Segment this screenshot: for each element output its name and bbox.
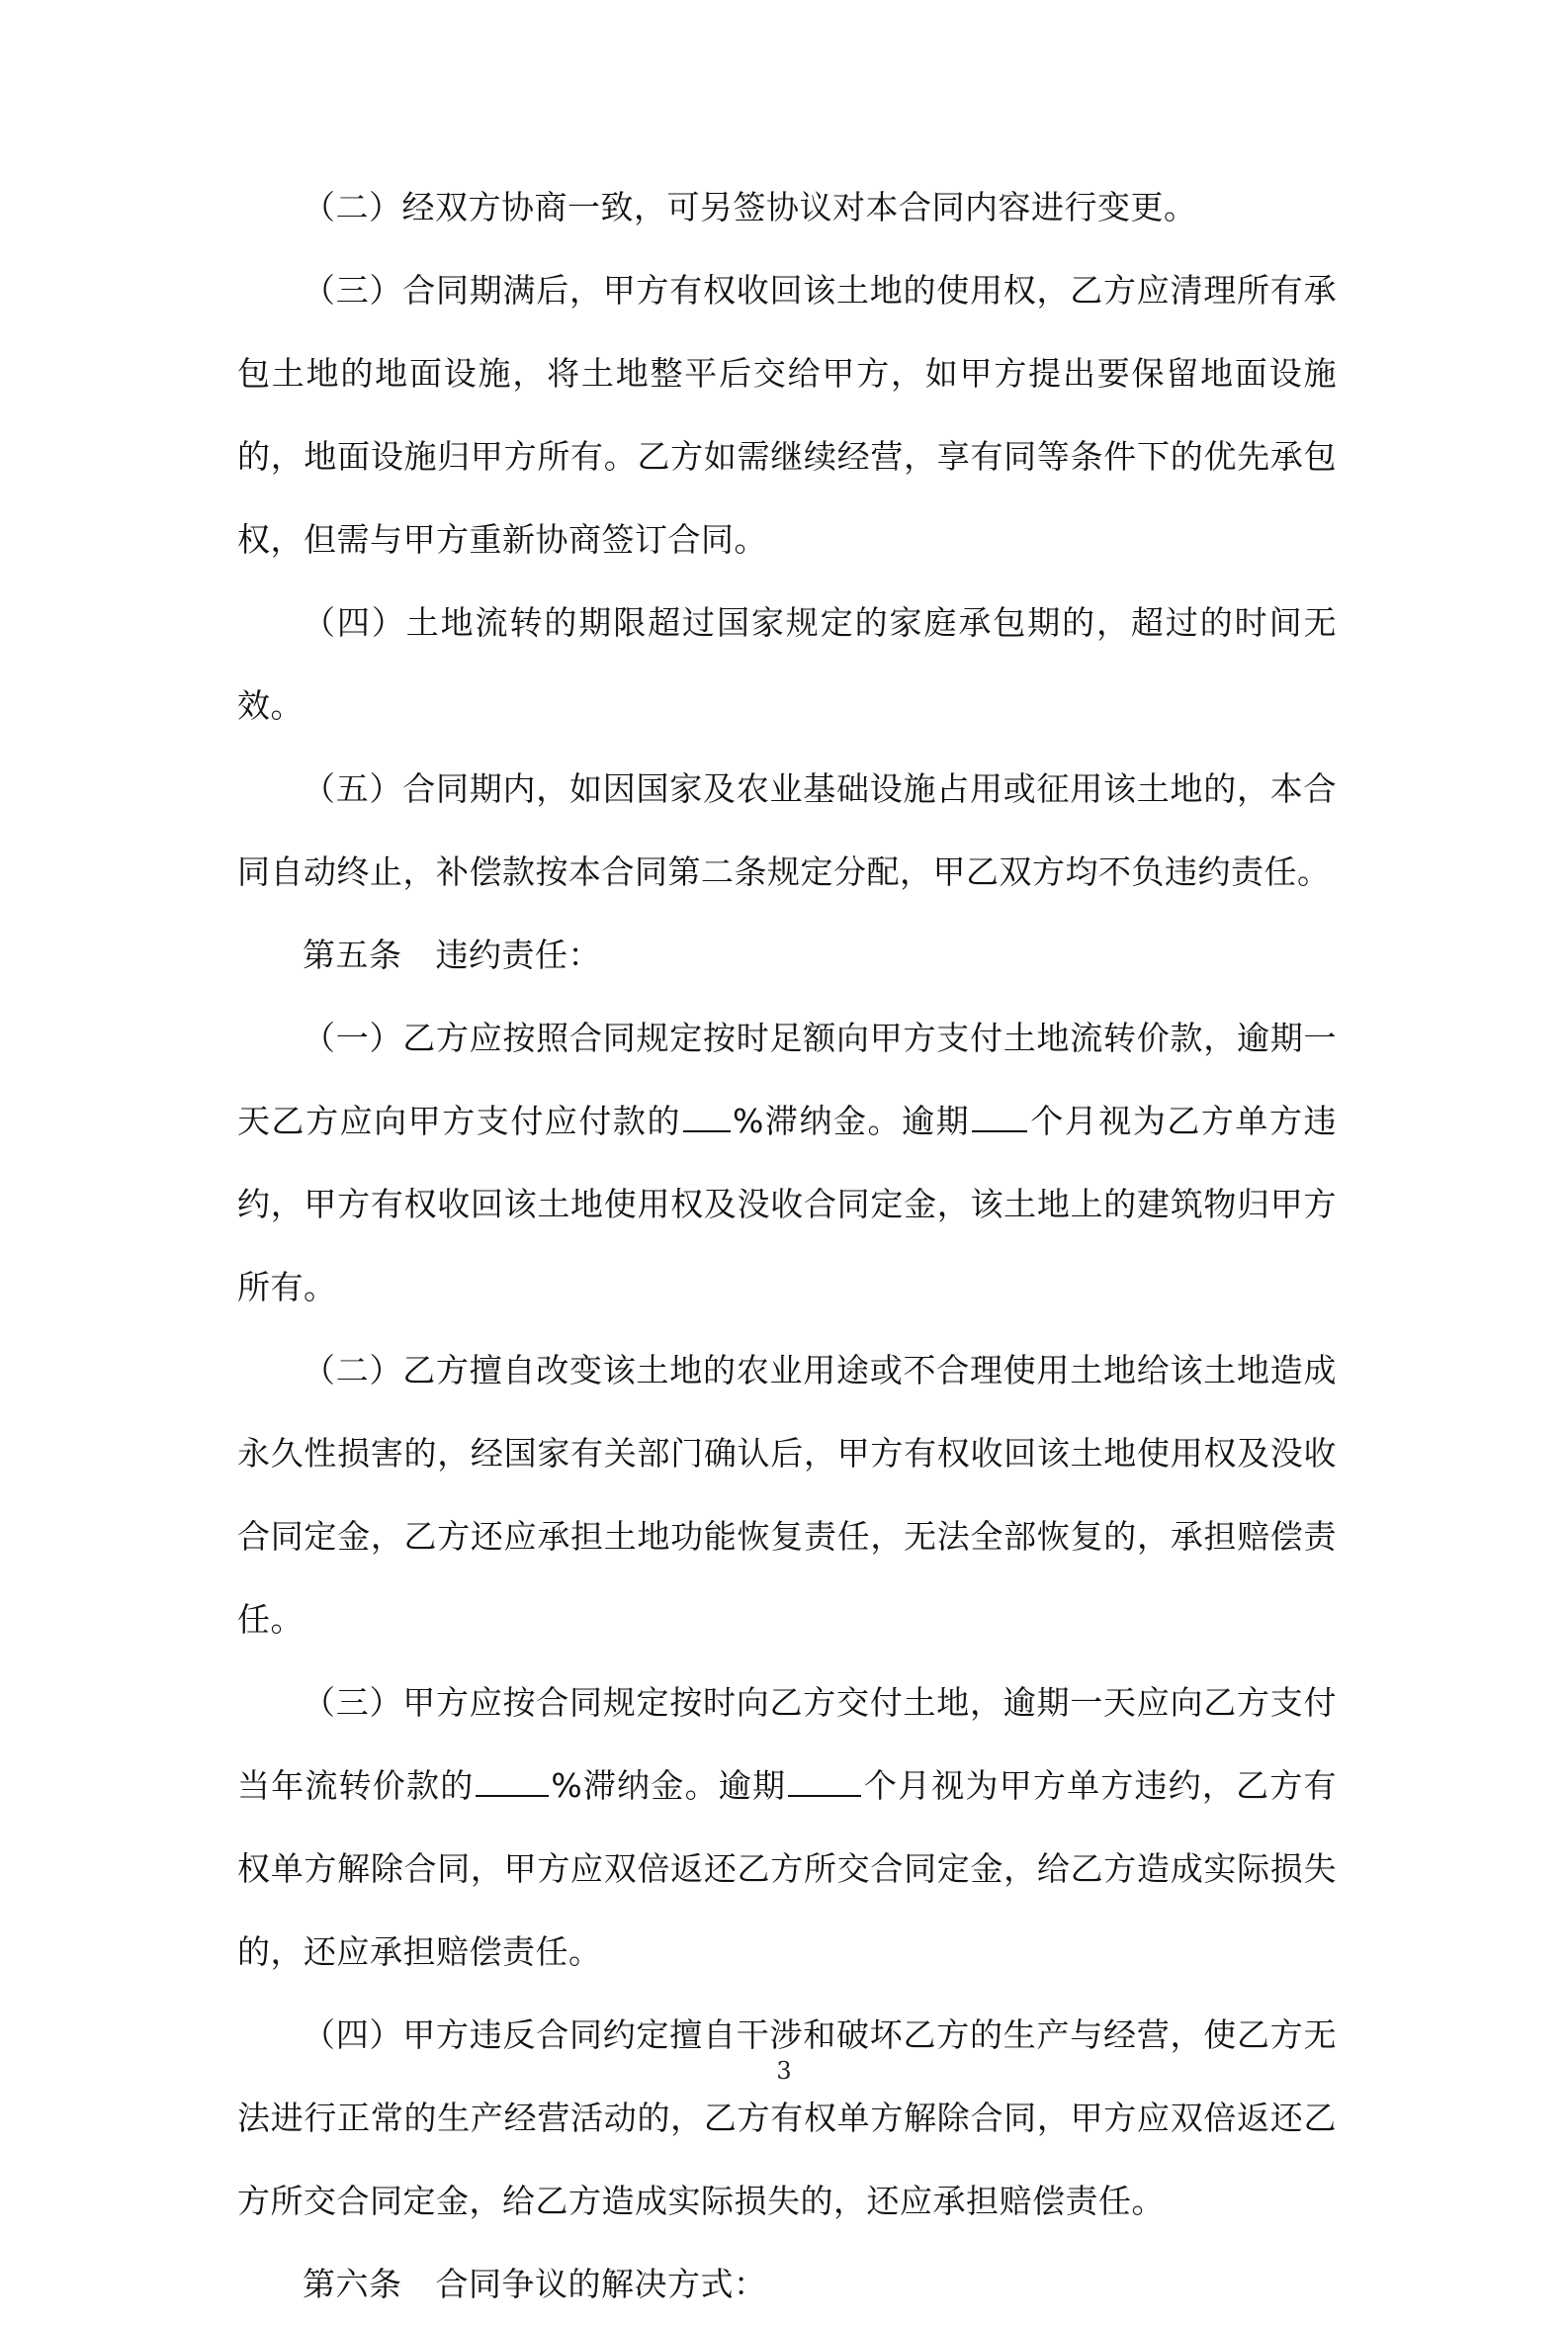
clause-late-payment-text-a: （一）乙方应按照合同规定按时足额向甲方支付土地流转价款，逾期一天乙方应向甲方支付应付款的: [237, 1019, 1337, 1140]
clause-late-delivery-text-b: %滞纳金。逾期: [551, 1766, 787, 1805]
overdue-months-blank: [972, 1101, 1027, 1132]
late-fee-rate-blank: [683, 1101, 731, 1132]
clause-late-payment-text-c: 个月视为乙方单方违约，甲方有权收回该土地使用权及没收合同定金，该土地上的建筑物归甲方所有。: [237, 1102, 1338, 1306]
article-6-title: 合同争议的解决方式：: [435, 2265, 767, 2303]
clause-expiry: （三）合同期满后，甲方有权收回该土地的使用权，乙方应清理所有承包土地的地面设施，将土地整平后交给甲方，如甲方提出要保留地面设施的，地面设施归甲方所有。乙方如需继续经营，享有同等条件下的优先承包权，但需与甲方重新协商签订合同。: [237, 271, 1337, 559]
clause-term-limit: （四）土地流转的期限超过国家规定的家庭承包期的，超过的时间无效。: [237, 603, 1337, 725]
article-5-number: 第五条: [303, 936, 402, 974]
clause-expropriation: （五）合同期内，如因国家及农业基础设施占用或征用该土地的，本合同自动终止，补偿款按本合同第二条规定分配，甲乙双方均不负违约责任。: [237, 769, 1337, 891]
delivery-fee-rate-blank: [476, 1765, 549, 1797]
clause-late-delivery: [237, 1661, 1337, 1994]
clause-late-payment-text-b: %滞纳金。逾期: [733, 1102, 971, 1140]
clause-late-delivery-text-a: （三）甲方应按合同规定按时向乙方交付土地，逾期一天应向乙方支付当年流转价款的: [237, 1683, 1337, 1805]
article-6-heading: [237, 2243, 1337, 2326]
contract-body: [237, 166, 1337, 2326]
clause-late-delivery-text-c: 个月视为甲方单方违约，乙方有权单方解除合同，甲方应双倍返还乙方所交合同定金，给乙方造成实际损失的，还应承担赔偿责任。: [237, 1766, 1338, 1971]
delivery-overdue-months-blank: [788, 1765, 861, 1797]
clause-late-payment: [237, 997, 1337, 1329]
clause-amendment: （二）经双方协商一致，可另签协议对本合同内容进行变更。: [303, 188, 1197, 226]
clause-interference: （四）甲方违反合同约定擅自干涉和破坏乙方的生产与经营，使乙方无法进行正常的生产经营活动的，乙方有权单方解除合同，甲方应双倍返还乙方所交合同定金，给乙方造成实际损失的，还应承担赔偿责任。: [237, 2015, 1337, 2220]
article-6-number: 第六条: [303, 2265, 402, 2303]
article-5-heading: [237, 914, 1337, 997]
article-5-title: 违约责任：: [435, 936, 601, 974]
page-number: 3: [776, 2057, 792, 2085]
clause-land-misuse: （二）乙方擅自改变该土地的农业用途或不合理使用土地给该土地造成永久性损害的，经国家有关部门确认后，甲方有权收回该土地使用权及没收合同定金，乙方还应承担土地功能恢复责任，无法全部恢复的，承担赔偿责任。: [237, 1351, 1337, 1639]
